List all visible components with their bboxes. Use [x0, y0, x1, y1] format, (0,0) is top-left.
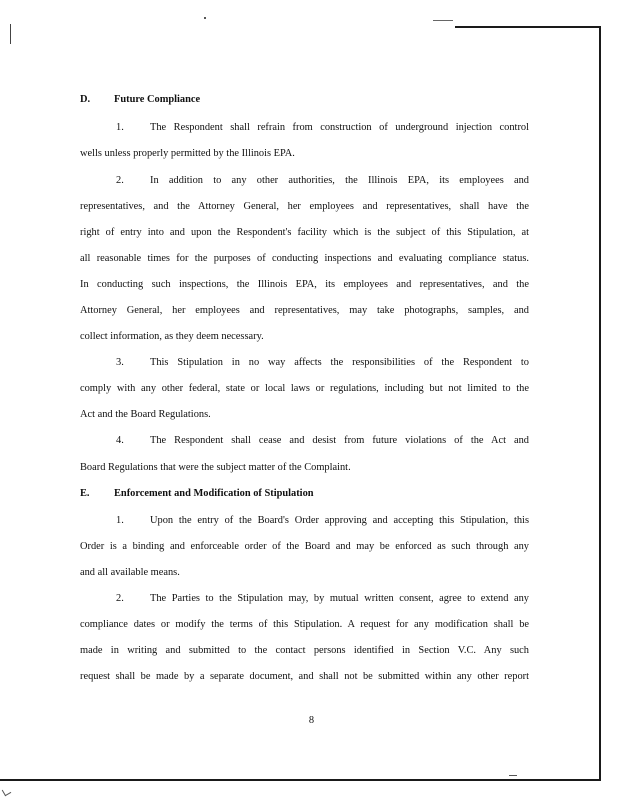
para-d3-text: This Stipulation in no way affects the responsibilities of the Respondent to — [150, 357, 529, 368]
page-number: 8 — [308, 715, 315, 726]
section-e-heading — [80, 487, 529, 500]
para-d1-line-2: wells unless properly permitted by the Illinois EPA. — [80, 148, 295, 159]
scan-corner-mark — [2, 787, 12, 797]
para-d2-line-3: right of entry into and upon the Respondent's facility which is the subject of this Stipulation, at — [80, 227, 529, 238]
para-d4-number: 4. — [116, 435, 124, 446]
para-e1-line-2: Order is a binding and enforceable order of the Board and may be enforced as such through any — [80, 541, 529, 552]
scan-mark-bottom — [509, 775, 517, 776]
para-d3-line-3: Act and the Board Regulations. — [80, 409, 211, 420]
para-d1-number: 1. — [116, 122, 124, 133]
para-d1-line-1 — [116, 121, 529, 134]
para-d3-line-1 — [116, 356, 529, 369]
para-d4-text: The Respondent shall cease and desist from future violations of the Act and — [150, 435, 529, 446]
para-e2-line-1 — [116, 592, 529, 605]
para-e2-line-4: request shall be made by a separate document, and shall not be submitted within any other report — [80, 671, 529, 682]
para-d3-number: 3. — [116, 357, 124, 368]
para-d3-line-2: comply with any other federal, state or local laws or regulations, including but not limited to the — [80, 383, 529, 394]
scan-speck — [204, 17, 206, 19]
section-d-heading — [80, 93, 529, 106]
para-d4-line-1 — [116, 434, 529, 447]
para-d1-text: The Respondent shall refrain from construction of underground injection control — [150, 122, 529, 133]
para-d2-line-4: all reasonable times for the purposes of conducting inspections and evaluating compliance status. — [80, 253, 529, 264]
para-e1-text: Upon the entry of the Board's Order approving and accepting this Stipulation, this — [150, 515, 529, 526]
para-e2-line-3: made in writing and submitted to the contact persons identified in Section V.C. Any such — [80, 645, 529, 656]
para-d2-text: In addition to any other authorities, the Illinois EPA, its employees and — [150, 175, 529, 186]
para-e2-number: 2. — [116, 593, 124, 604]
scan-border-right — [599, 26, 601, 780]
scan-border-bottom — [0, 779, 601, 781]
para-e1-number: 1. — [116, 515, 124, 526]
scan-border-top — [455, 26, 601, 28]
para-d2-number: 2. — [116, 175, 124, 186]
para-e1-line-3: and all available means. — [80, 567, 180, 578]
para-d2-line-6: Attorney General, her employees and representatives, may take photographs, samples, and — [80, 305, 529, 316]
scan-mark-left — [10, 24, 11, 44]
para-e2-text: The Parties to the Stipulation may, by mutual written consent, agree to extend any — [150, 593, 529, 604]
section-e-title: Enforcement and Modification of Stipulation — [114, 488, 314, 499]
para-d2-line-1 — [116, 174, 529, 187]
para-d2-line-2: representatives, and the Attorney General, her employees and representatives, shall have the — [80, 201, 529, 212]
para-d2-line-7: collect information, as they deem necessary. — [80, 331, 264, 342]
section-d-title: Future Compliance — [114, 94, 201, 105]
para-e1-line-1 — [116, 514, 529, 527]
section-d-letter: D. — [80, 94, 91, 105]
para-d4-line-2: Board Regulations that were the subject matter of the Complaint. — [80, 462, 351, 473]
scan-mark-top — [433, 20, 453, 21]
section-e-letter: E. — [80, 488, 90, 499]
para-e2-line-2: compliance dates or modify the terms of this Stipulation. A request for any modification shall be — [80, 619, 529, 630]
para-d2-line-5: In conducting such inspections, the Illinois EPA, its employees and representatives, and the — [80, 279, 529, 290]
